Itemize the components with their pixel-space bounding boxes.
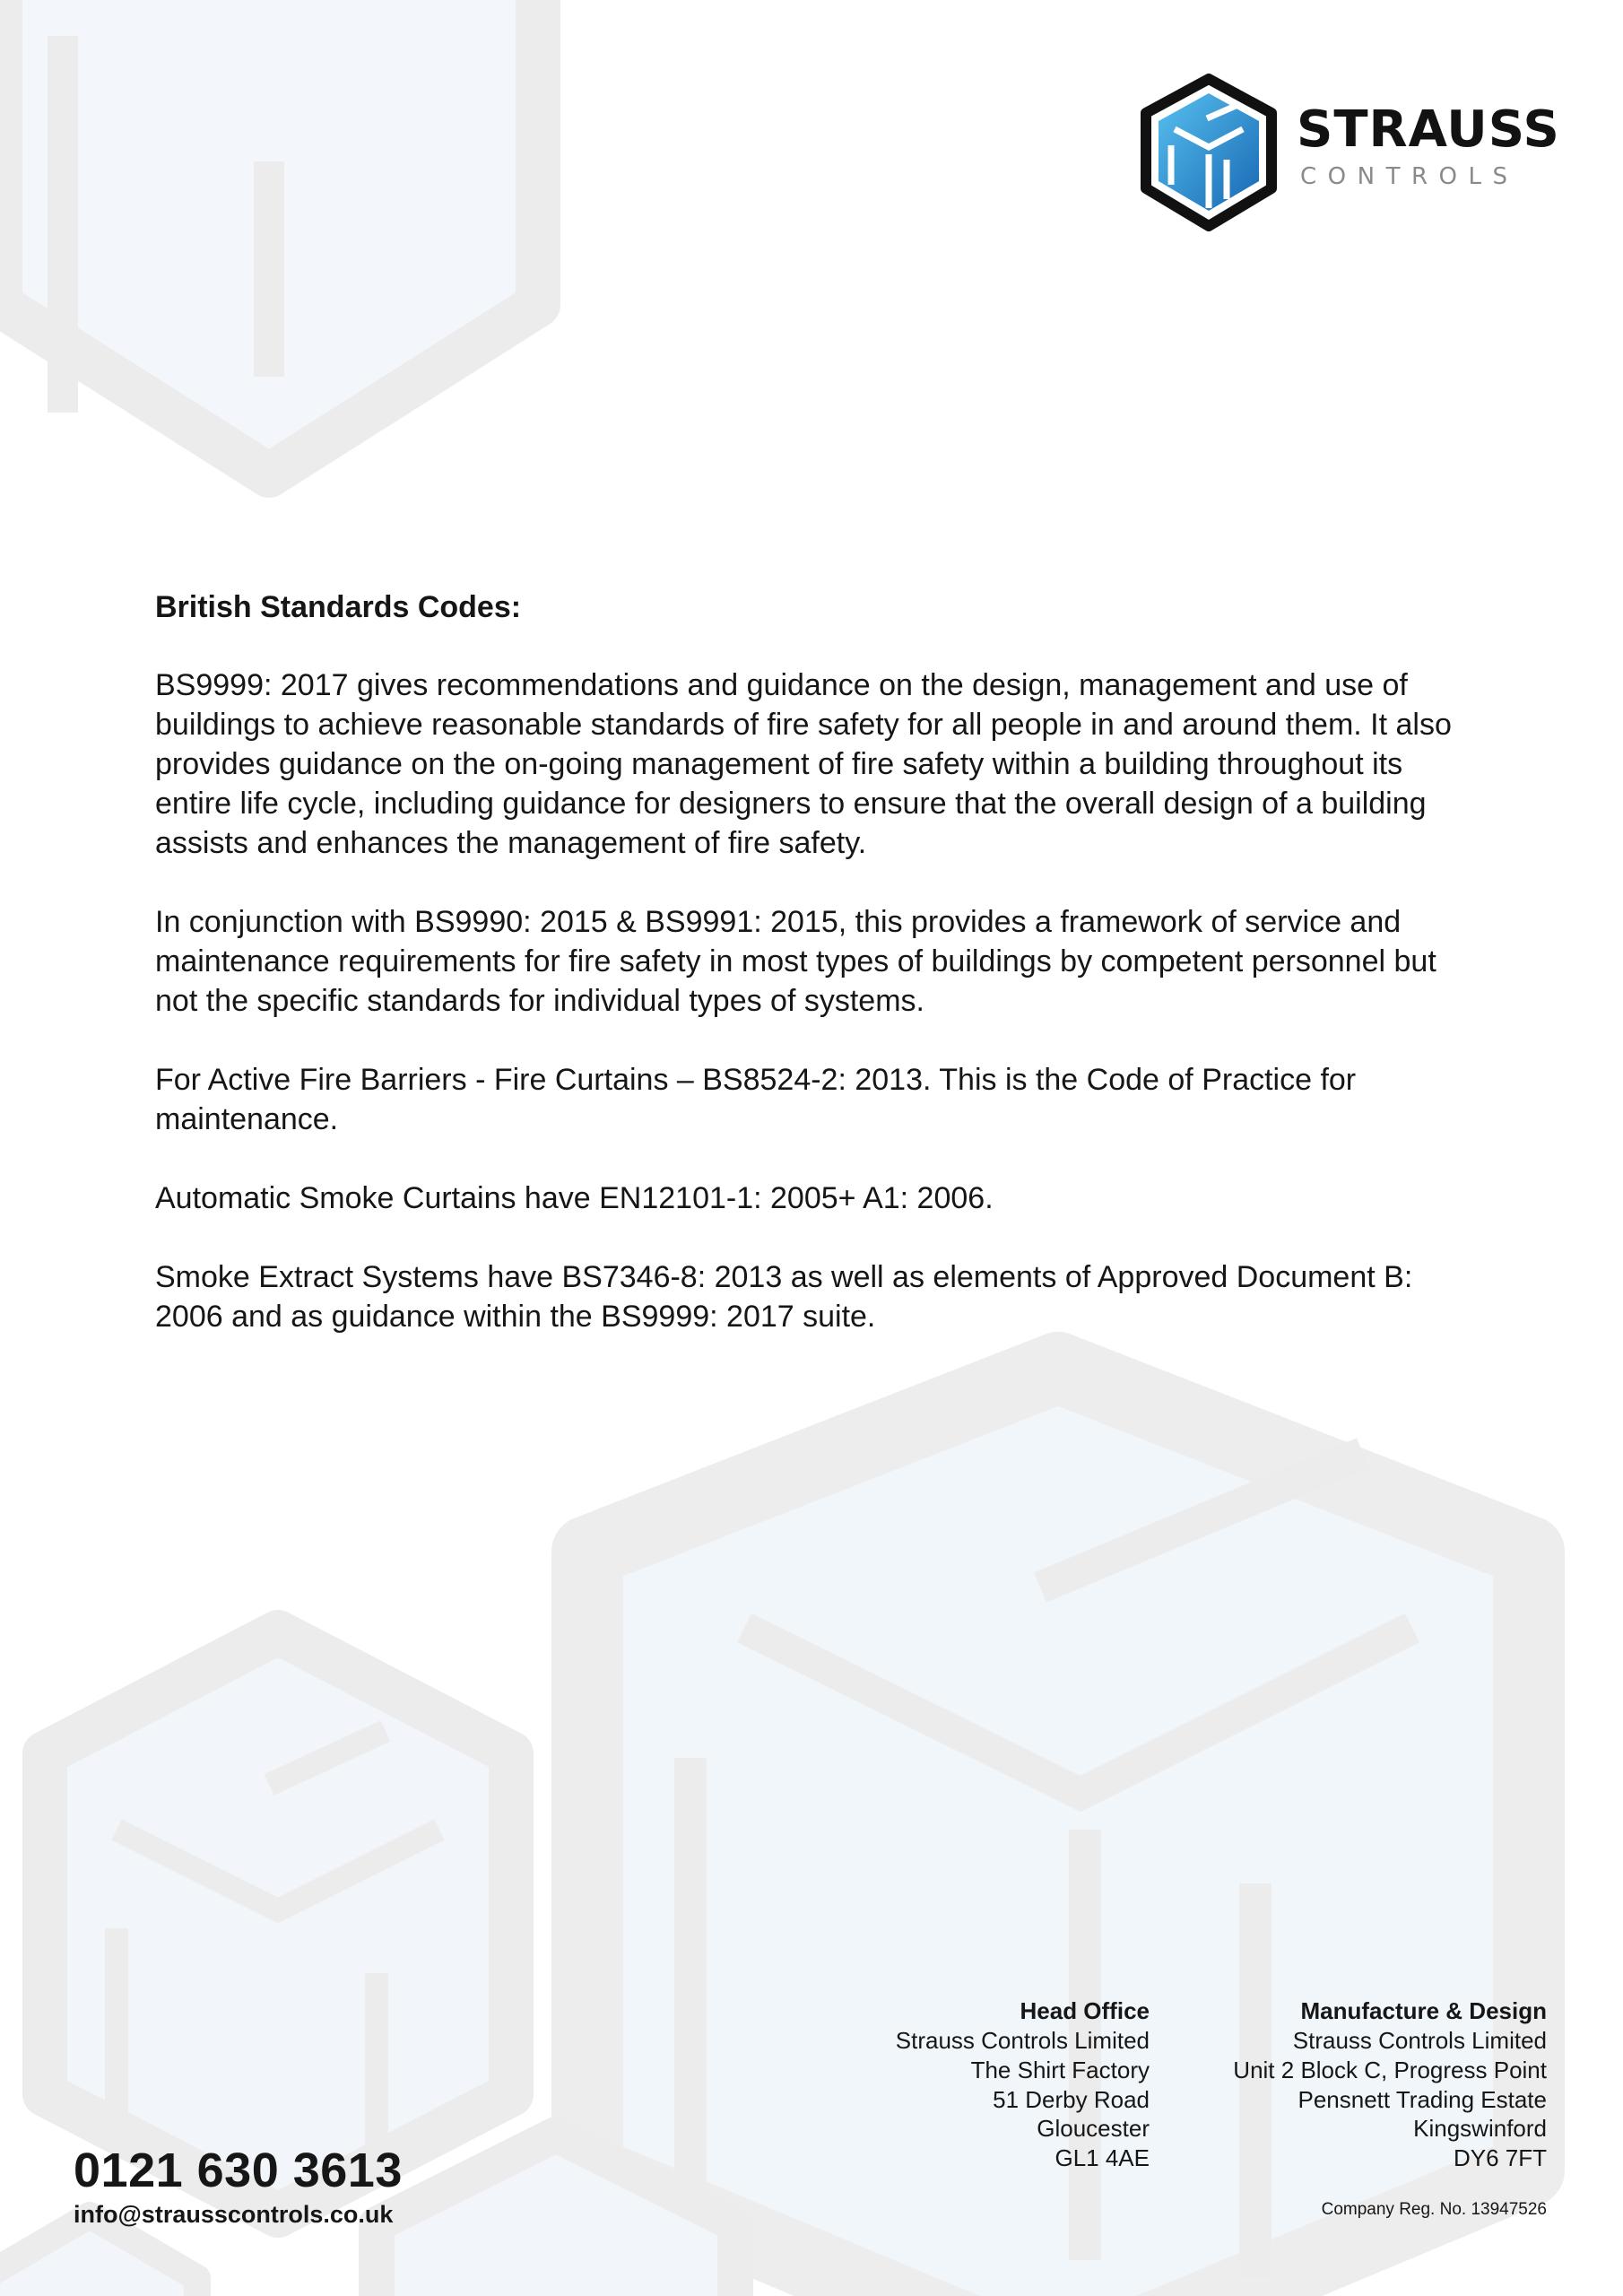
head-office-line: The Shirt Factory: [970, 2056, 1150, 2083]
head-office-line: Strauss Controls Limited: [895, 2027, 1150, 2054]
head-office-line: 51 Derby Road: [993, 2085, 1150, 2113]
paragraph-fire-curtains: For Active Fire Barriers - Fire Curtains – BS8524-2: 2013. This is the Code of Practice for maintenance.: [155, 1063, 1357, 1136]
email-address: info@strausscontrols.co.uk: [74, 2201, 394, 2228]
paragraph-smoke-extract: Smoke Extract Systems have BS7346-8: 2013 as well as elements of Approved Document B: 2006 and as guidance within the BS9999: 2017 suite.: [155, 1260, 1413, 1334]
head-office-address: [896, 1996, 1150, 2173]
paragraph-smoke-curtains: Automatic Smoke Curtains have EN12101-1: 2005+ A1: 2006.: [155, 1181, 994, 1215]
manufacture-line: Strauss Controls Limited: [1292, 2027, 1547, 2054]
head-office-heading: Head Office: [1020, 1997, 1150, 2024]
manufacture-line: DY6 7FT: [1453, 2144, 1547, 2172]
hexagon-cube-logo-icon: [1137, 74, 1280, 235]
paragraph-bs9999: BS9999: 2017 gives recommendations and guidance on the design, management and use of buildings to achieve reasonable standards of fire safety for all people in and around them. It also provides guidance on the on-going management of fire safety within a building throughout its entire life cycle, including guidance for designers to ensure that the overall design of a building assists and enhances the management of fire safety.: [155, 668, 1452, 860]
watermark-hexagon-bottom-left: [45, 1632, 511, 2215]
head-office-line: GL1 4AE: [1055, 2144, 1150, 2172]
manufacture-line: Kingswinford: [1413, 2115, 1547, 2143]
contact-block: [74, 2142, 403, 2230]
manufacture-address: [1233, 1996, 1547, 2173]
document-heading: British Standards Codes:: [155, 590, 522, 624]
company-registration: Company Reg. No. 13947526: [1321, 2200, 1547, 2219]
phone-number: 0121 630 3613: [74, 2144, 403, 2197]
brand-name: STRAUSS: [1297, 100, 1560, 159]
document-body: [155, 587, 1482, 1376]
brand-subtitle: CONTROLS: [1300, 163, 1519, 190]
paragraph-bs9990: In conjunction with BS9990: 2015 & BS9991: 2015, this provides a framework of service and maintenance requirements for fire safety in most types of buildings by competent personnel but not the specific standards for individual types of systems.: [155, 905, 1436, 1018]
manufacture-heading: Manufacture & Design: [1300, 1997, 1547, 2024]
company-logo: [1137, 74, 1567, 235]
head-office-line: Gloucester: [1037, 2115, 1150, 2143]
manufacture-line: Pensnett Trading Estate: [1298, 2085, 1547, 2113]
manufacture-line: Unit 2 Block C, Progress Point: [1233, 2056, 1547, 2083]
watermark-hexagon-top-left: [0, 0, 538, 475]
